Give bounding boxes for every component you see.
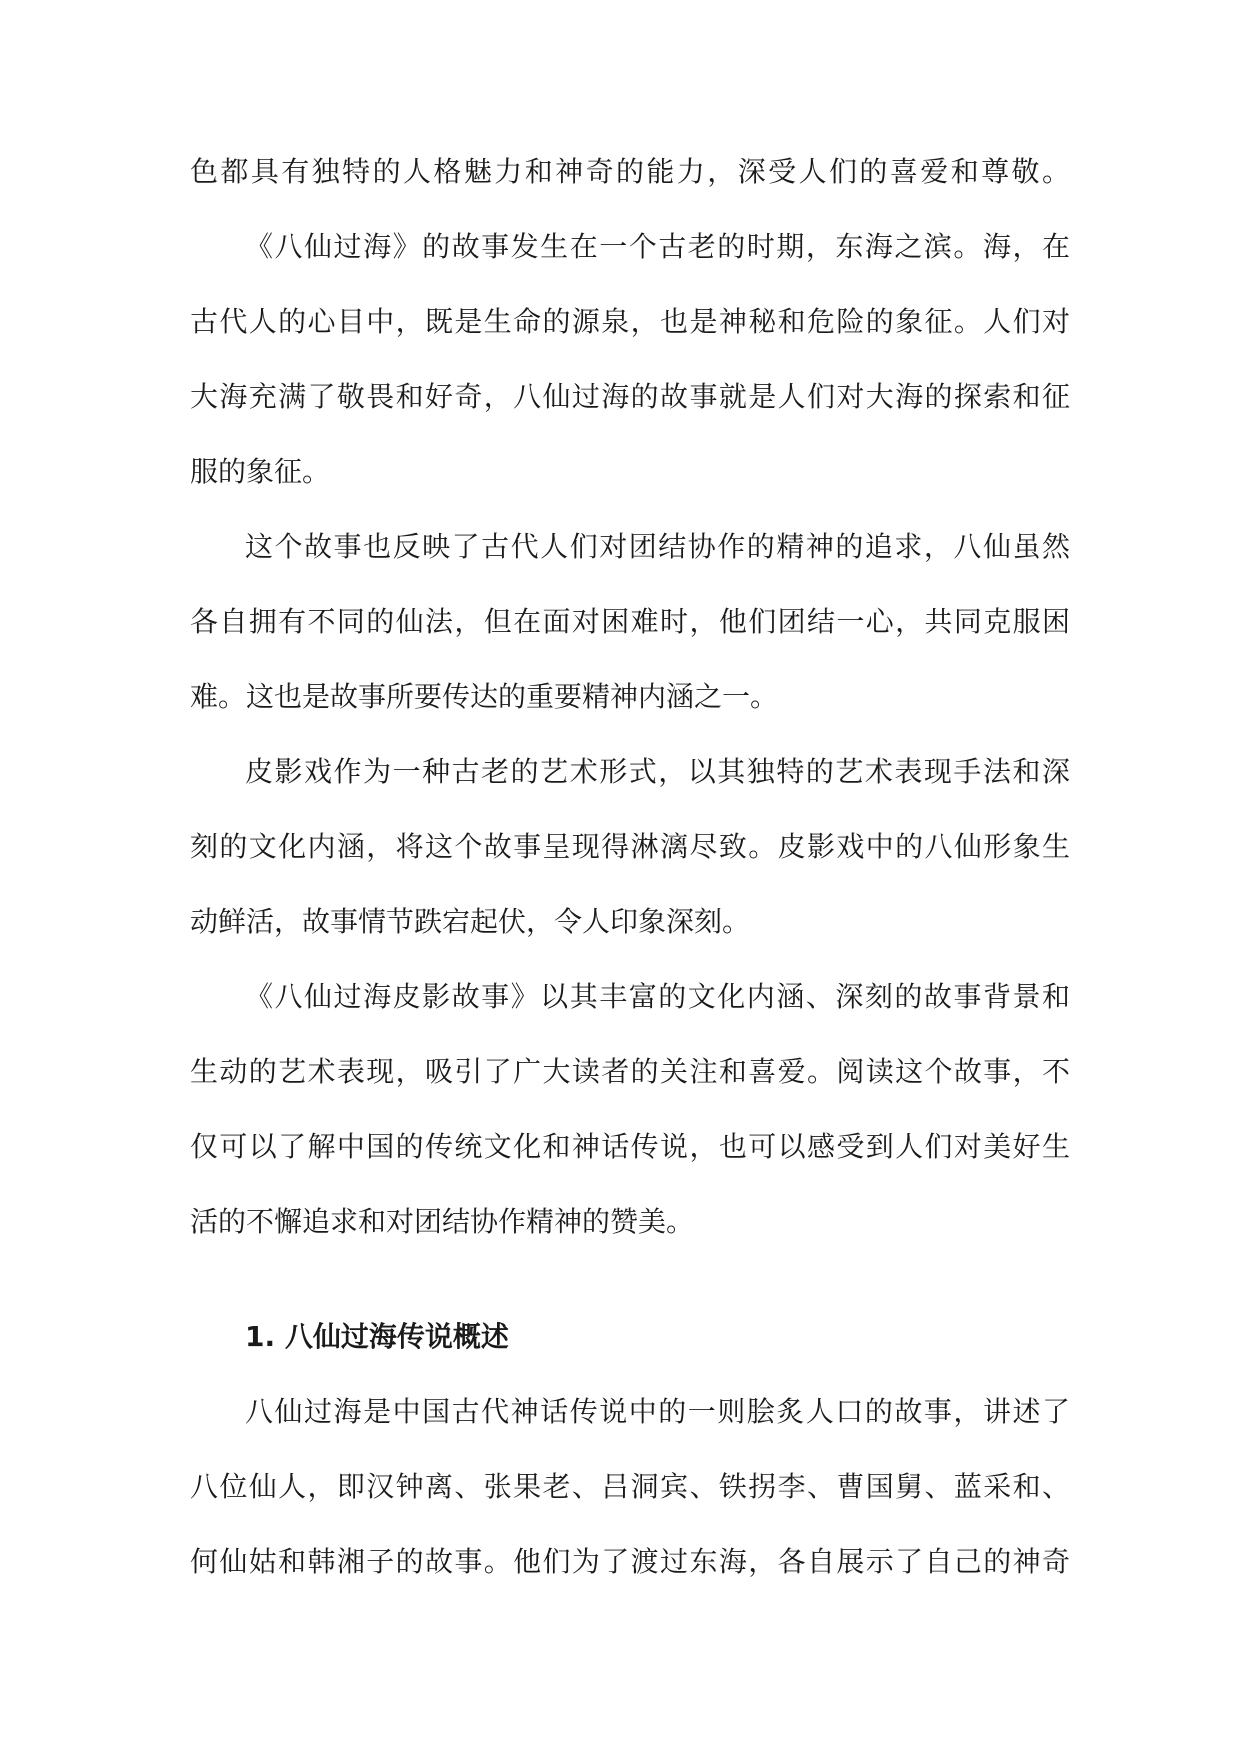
text-line-12: 《八仙过海皮影故事》以其丰富的文化内涵、深刻的故事背景和 [245,980,1070,1013]
text-line-17: 八位仙人，即汉钟离、张果老、吕洞宾、铁拐李、曹国舅、蓝采和、 [190,1470,1070,1503]
text-line-18: 何仙姑和韩湘子的故事。他们为了渡过东海，各自展示了自己的神奇 [190,1545,1070,1578]
text-line-15: 活的不懈追求和对团结协作精神的赞美。 [190,1205,695,1238]
text-line-11: 动鲜活，故事情节跌宕起伏，令人印象深刻。 [190,905,751,938]
text-line-2: 《八仙过海》的故事发生在一个古老的时期，东海之滨。海，在 [245,230,1070,263]
text-line-9: 皮影戏作为一种古老的艺术形式，以其独特的艺术表现手法和深 [245,755,1070,788]
text-line-3: 古代人的心目中，既是生命的源泉，也是神秘和危险的象征。人们对 [190,305,1070,338]
text-line-8: 难。这也是故事所要传达的重要精神内涵之一。 [190,680,779,713]
text-line-16: 八仙过海是中国古代神话传说中的一则脍炙人口的故事，讲述了 [245,1395,1070,1428]
text-line-14: 仅可以了解中国的传统文化和神话传说，也可以感受到人们对美好生 [190,1130,1070,1163]
text-line-7: 各自拥有不同的仙法，但在面对困难时，他们团结一心，共同克服困 [190,605,1070,638]
text-line-4: 大海充满了敬畏和好奇，八仙过海的故事就是人们对大海的探索和征 [190,380,1070,413]
text-line-6: 这个故事也反映了古代人们对团结协作的精神的追求，八仙虽然 [245,530,1070,563]
text-line-5: 服的象征。 [190,455,331,488]
text-line-13: 生动的艺术表现，吸引了广大读者的关注和喜爱。阅读这个故事，不 [190,1055,1070,1088]
text-line-10: 刻的文化内涵，将这个故事呈现得淋漓尽致。皮影戏中的八仙形象生 [190,830,1070,863]
text-line-1: 色都具有独特的人格魅力和神奇的能力，深受人们的喜爱和尊敬。 [190,155,1070,188]
section-heading: 1. 八仙过海传说概述 [245,1320,509,1353]
